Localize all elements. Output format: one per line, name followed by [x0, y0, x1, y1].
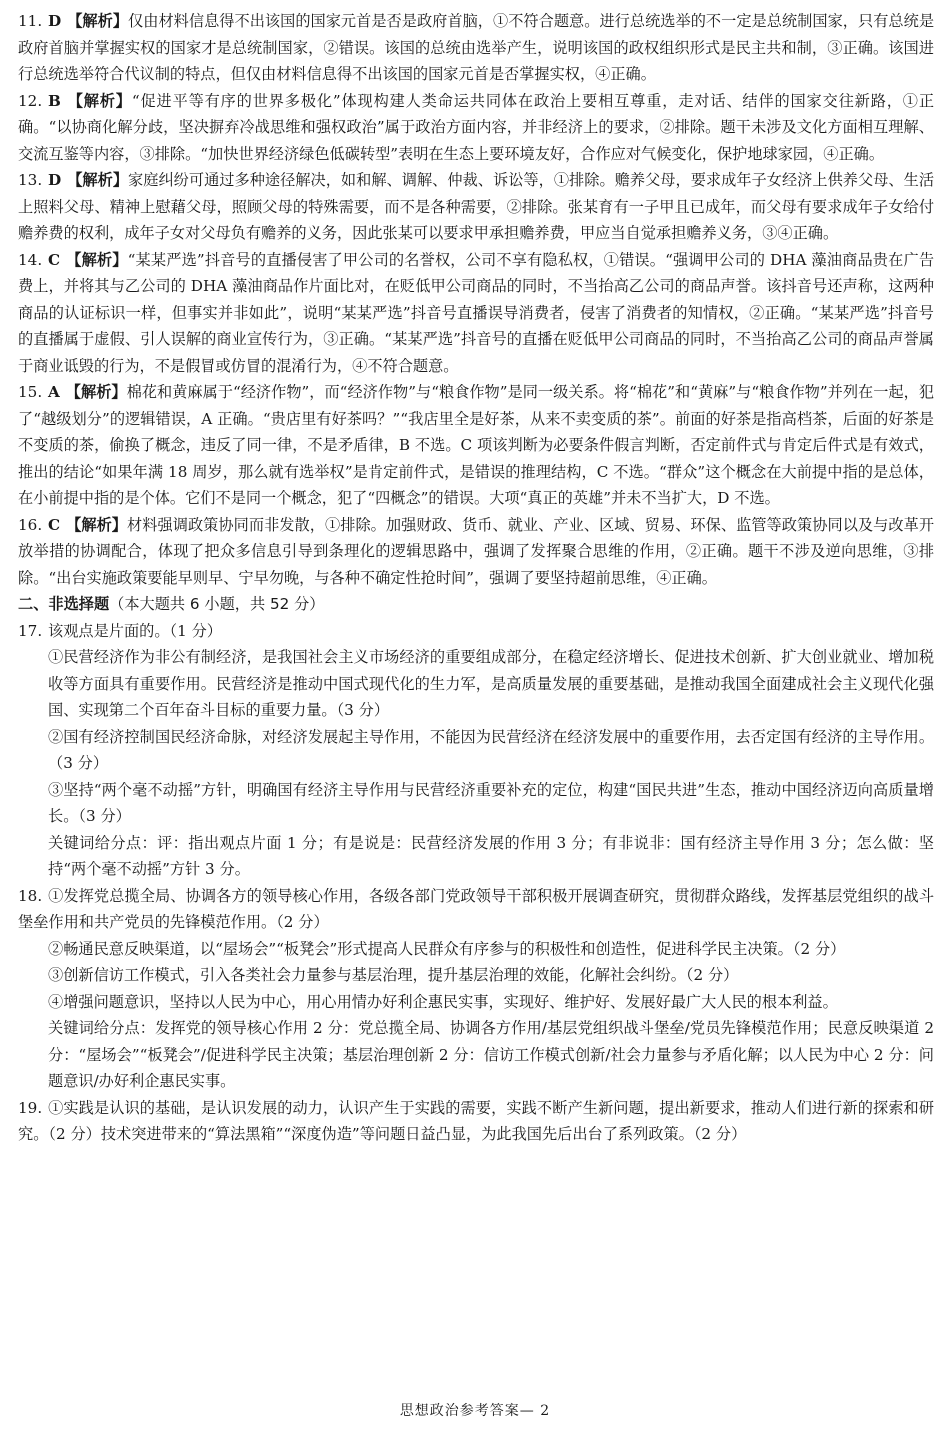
analysis-text: 家庭纠纷可通过多种途径解决，如和解、调解、仲裁、诉讼等，①排除。赡养父母，要求成年子女经济上供养父母、生活上照料父母、精神上慰藉父母，照顾父母的特殊需要，而不是各种需要，②排除。张某育有一子甲且已成年，而父母有要求成年子女给付赡养费的权利，成年子女对父母负有赡养的义务，因此张某可以要求甲承担赡养费，甲应当自觉承担赡养义务，③④正确。	[18, 171, 935, 242]
answer-item-18	[18, 883, 934, 936]
scoring-points: 关键词给分点：发挥党的领导核心作用 2 分：党总揽全局、协调各方作用/基层党组织战斗堡垒/党员先锋模范作用；民意反映渠道 2 分：“屋场会”“板凳会”/促进科学民主决策；基层治理创新 2 分：信访工作模式创新/社会力量参与矛盾化解；以人民为中心 2 分：问题意识/办好利企惠民实事。	[48, 1019, 934, 1090]
section-note: （本大题共 6 小题，共 52 分）	[109, 595, 325, 613]
question-number: 12.	[18, 91, 43, 110]
analysis-text: “促进平等有序的世界多极化”体现构建人类命运共同体在政治上要相互尊重，走对话、结伴的国家交往新路，①正确。“以协商化解分歧，坚决摒弃冷战思维和强权政治”属于政治方面内容，并非经济上的要求，②排除。题干未涉及文化方面相互理解、交流互鉴等内容，③排除。“加快世界经济绿色低碳转型”表明在生态上要环境友好，合作应对气候变化，保护地球家园，④正确。	[18, 91, 935, 163]
analysis-text: 棉花和黄麻属于“经济作物”，而“经济作物”与“粮食作物”是同一级关系。将“棉花”和“黄麻”与“粮食作物”并列在一起，犯了“越级划分”的逻辑错误，A 正确。“贵店里有好茶吗？”“我店里全是好茶，从来不卖变质的茶”。前面的好茶是指高档茶，后面的好茶是不变质的茶，偷换了概念，违反了同一律，不是矛盾律，B 不选。C 项该判断为必要条件假言判断，否定前件式与肯定后件式是有效式，推出的结论“如果年满 18 周岁，那么就有选举权”是肯定前件式，是错误的推理结构，C 不选。“群众”这个概念在大前提中指的是总体，在小前提中指的是个体。它们不是同一个概念，犯了“四概念”的错误。大项“真正的英雄”并未不当扩大，D 不选。	[18, 383, 935, 507]
answer-choice: A	[48, 383, 60, 401]
answer-item-16	[18, 512, 934, 592]
question-number: 15.	[18, 383, 43, 401]
analysis-tag: 【解析】	[67, 12, 129, 30]
answer-choice: B	[48, 91, 61, 110]
analysis-text: 材料强调政策协同而非发散，①排除。加强财政、货币、就业、产业、区域、贸易、环保、监管等政策协同以及与改革开放举措的协调配合，体现了把众多信息引导到条理化的逻辑思路中，强调了发挥聚合思维的作用，②正确。题干不涉及逆向思维，③排除。“出台实施政策要能早则早、宁早勿晚，与各种不确定性抢时间”，强调了要坚持超前思维，④正确。	[18, 515, 935, 587]
scoring-points: 关键词给分点：评：指出观点片面 1 分；有是说是：民营经济发展的作用 3 分；有非说非：国有经济主导作用 3 分；怎么做：坚持“两个毫不动摇”方针 3 分。	[48, 833, 934, 878]
analysis-tag: 【解析】	[66, 250, 128, 269]
answer-choice: D	[48, 171, 62, 189]
question-number: 11.	[18, 12, 43, 30]
question-number: 16.	[18, 515, 43, 534]
answer-paragraph: ③创新信访工作模式，引入各类社会力量参与基层治理，提升基层治理的效能，化解社会纠纷。（2 分）	[48, 966, 739, 984]
question-number: 13.	[18, 171, 43, 189]
answer-item-13	[18, 167, 934, 247]
analysis-text: 仅由材料信息得不出该国的国家元首是否是政府首脑，①不符合题意。进行总统选举的不一定是总统制国家，只有总统是政府首脑并掌握实权的国家才是总统制国家，②错误。该国的总统由选举产生，说明该国的政权组织形式是民主共和制，③正确。该国进行总统选举符合代议制的特点，但仅由材料信息得不出该国的国家元首是否掌握实权，④正确。	[18, 12, 935, 83]
analysis-tag: 【解析】	[66, 91, 132, 110]
answer-choice: D	[48, 12, 62, 30]
page-footer: 思想政治参考答案— 2	[399, 1403, 551, 1419]
answer-text: 该观点是片面的。（1 分）	[48, 621, 222, 640]
answer-text: ①实践是认识的基础，是认识发展的动力，认识产生于实践的需要，实践不断产生新问题，提出新要求，推动人们进行新的探索和研究。（2 分）技术突进带来的“算法黑箱”“深度伪造”等问题日益凸显，为此我国先后出台了系列政策。（2 分）	[18, 1098, 934, 1143]
answer-item-12	[18, 88, 934, 168]
answer-item-19	[18, 1095, 934, 1148]
question-number: 14.	[18, 250, 43, 269]
answer-choice: C	[48, 515, 61, 534]
answer-paragraph: ①民营经济作为非公有制经济，是我国社会主义市场经济的重要组成部分，在稳定经济增长、促进技术创新、扩大创业就业、增加税收等方面具有重要作用。民营经济是推动中国式现代化的生力军，是高质量发展的重要基础，是推动我国全面建成社会主义现代化强国、实现第二个百年奋斗目标的重要力量。（3 分）	[48, 648, 934, 719]
section-title: 二、非选择题	[18, 595, 110, 613]
answer-item-17	[18, 618, 934, 645]
answer-paragraph: ②国有经济控制国民经济命脉，对经济发展起主导作用，不能因为民营经济在经济发展中的重要作用，去否定国有经济的主导作用。（3 分）	[48, 727, 934, 772]
question-number: 18.	[18, 886, 43, 905]
answer-item-14	[18, 247, 934, 380]
section-heading	[18, 591, 934, 618]
answer-paragraph: ④增强问题意识，坚持以人民为中心，用心用情办好利企惠民实事，实现好、维护好、发展好最广大人民的根本利益。	[48, 992, 838, 1011]
analysis-tag: 【解析】	[67, 171, 129, 189]
analysis-text: “某某严选”抖音号的直播侵害了甲公司的名誉权，公司不享有隐私权，①错误。“强调甲公司的 DHA 藻油商品贵在广告费上，并将其与乙公司的 DHA 藻油商品作片面比对，在贬低甲公司商品的同时，不当抬高乙公司的商品声誉。该抖音号还声称，这两种商品的认证标识一样，但事实并非如此”，说明“某某严选”抖音号直播误导消费者，侵害了消费者的知情权，②正确。“某某严选”抖音号的直播属于虚假、引人误解的商业宣传行为，③正确。“某某严选”抖音号的直播在贬低甲公司商品的同时，不当抬高乙公司的商品声誉属于商业诋毁的行为，不是假冒或仿冒的混淆行为，④不符合题意。	[18, 250, 935, 375]
answer-item-11	[18, 8, 934, 88]
analysis-tag: 【解析】	[65, 383, 127, 401]
question-number: 19.	[18, 1098, 43, 1117]
answer-paragraph: ②畅通民意反映渠道，以“屋场会”“板凳会”形式提高人民群众有序参与的积极性和创造性，促进科学民主决策。（2 分）	[48, 939, 846, 958]
answer-content	[18, 8, 934, 1148]
answer-item-15	[18, 379, 934, 512]
analysis-tag: 【解析】	[66, 515, 128, 534]
question-number: 17.	[18, 621, 43, 640]
answer-choice: C	[48, 250, 61, 269]
answer-text: ①发挥党总揽全局、协调各方的领导核心作用，各级各部门党政领导干部积极开展调查研究，贯彻群众路线，发挥基层党组织的战斗堡垒作用和共产党员的先锋模范作用。（2 分）	[18, 886, 934, 931]
answer-paragraph: ③坚持“两个毫不动摇”方针，明确国有经济主导作用与民营经济重要补充的定位，构建“国民共进”生态，推动中国经济迈向高质量增长。（3 分）	[48, 780, 934, 825]
